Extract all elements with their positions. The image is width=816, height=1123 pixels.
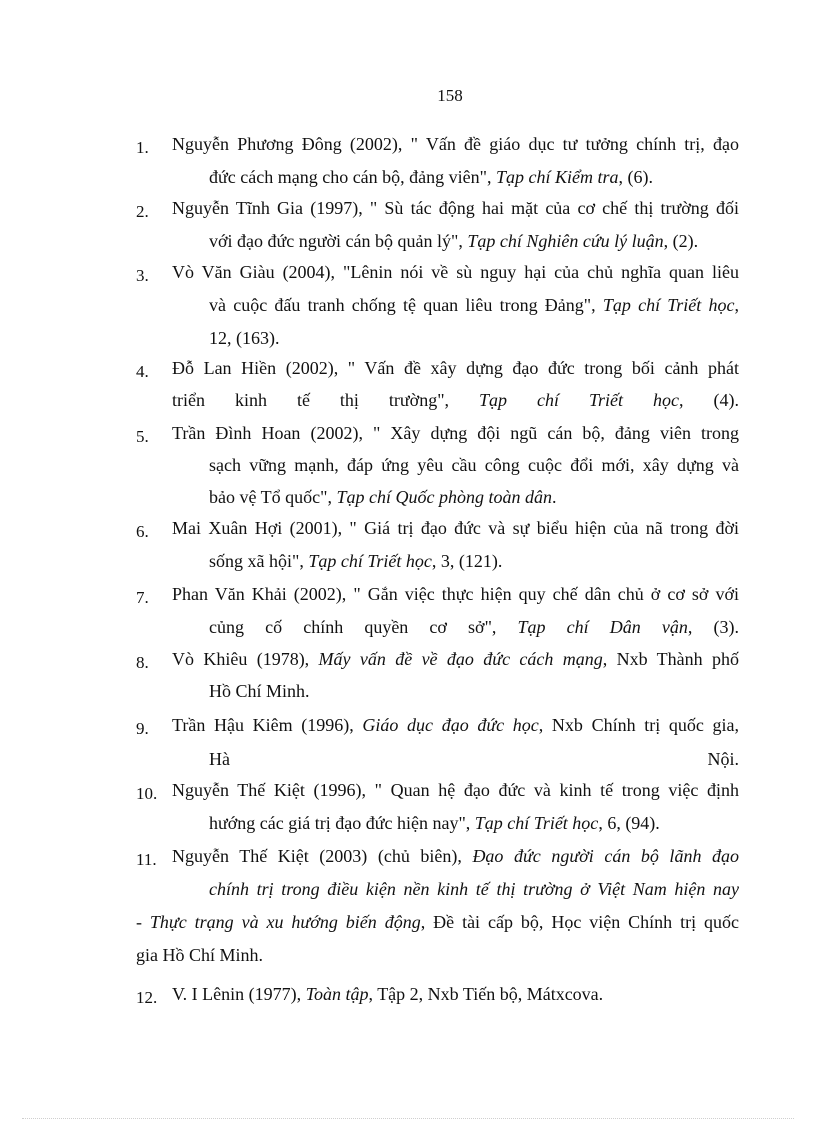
reference-line: Trần Hậu Kiêm (1996), Giáo dục đạo đức học, Nxb Chính trị quốc gia, <box>172 715 739 735</box>
reference-line: đức cách mạng cho cán bộ, đảng viên", Tạp chí Kiểm tra, (6). <box>209 167 654 187</box>
reference-number: 5. <box>136 427 149 446</box>
page-edge-divider <box>22 1118 794 1119</box>
reference-number: 6. <box>136 522 149 541</box>
reference-number: 1. <box>136 138 149 157</box>
reference-line: Vò Khiêu (1978), Mấy vấn đề về đạo đức cách mạng, Nxb Thành phố <box>172 649 739 669</box>
reference-line: với đạo đức người cán bộ quản lý", Tạp chí Nghiên cứu lý luận, (2). <box>209 231 699 251</box>
reference-line: Nguyễn Tĩnh Gia (1997), " Sù tác động hai mặt của cơ chế thị trường đối <box>172 198 739 218</box>
reference-number: 7. <box>136 588 149 607</box>
reference-number: 8. <box>136 653 149 672</box>
reference-line: triển kinh tế thị trường", Tạp chí Triết học, (4). <box>172 390 739 410</box>
page-number: 158 <box>437 86 463 105</box>
reference-line: Trần Đình Hoan (2002), " Xây dựng đội ngũ cán bộ, đảng viên trong <box>172 423 739 443</box>
reference-number: 9. <box>136 719 149 738</box>
reference-line: V. I Lênin (1977), Toàn tập, Tập 2, Nxb Tiến bộ, Mátxcova. <box>172 984 604 1004</box>
reference-line: - Thực trạng và xu hướng biến động, Đề tài cấp bộ, Học viện Chính trị quốc <box>136 912 739 932</box>
reference-line: Phan Văn Khải (2002), " Gắn việc thực hiện quy chế dân chủ ở cơ sở với <box>172 584 739 604</box>
reference-line: bảo vệ Tổ quốc", Tạp chí Quốc phòng toàn dân. <box>209 487 557 507</box>
reference-line: Mai Xuân Hợi (2001), " Giá trị đạo đức và sự biểu hiện của nã trong đời <box>172 518 739 538</box>
reference-number: 2. <box>136 202 149 221</box>
reference-line: sạch vững mạnh, đáp ứng yêu cầu công cuộc đổi mới, xây dựng và <box>209 455 739 475</box>
reference-number: 10. <box>136 784 158 803</box>
reference-line: Nguyễn Thế Kiệt (1996), " Quan hệ đạo đức và kinh tế trong việc định <box>172 780 739 800</box>
reference-line: củng cố chính quyền cơ sở", Tạp chí Dân vận, (3). <box>209 617 739 637</box>
reference-line: Hồ Chí Minh. <box>209 681 310 701</box>
reference-line: gia Hồ Chí Minh. <box>136 945 264 965</box>
reference-line: và cuộc đấu tranh chống tệ quan liêu trong Đảng", Tạp chí Triết học, <box>209 295 739 315</box>
reference-line: Vò Văn Giàu (2004), "Lênin nói về sù nguy hại của chủ nghĩa quan liêu <box>172 262 739 282</box>
reference-number: 4. <box>136 362 149 381</box>
reference-number: 11. <box>136 850 157 869</box>
reference-line: sống xã hội", Tạp chí Triết học, 3, (121). <box>209 551 503 571</box>
reference-number: 12. <box>136 988 158 1007</box>
reference-line: Nguyễn Phương Đông (2002), " Vấn đề giáo dục tư tưởng chính trị, đạo <box>172 134 739 154</box>
reference-line: Đỗ Lan Hiền (2002), " Vấn đề xây dựng đạo đức trong bối cảnh phát <box>172 358 739 378</box>
reference-line: Nguyễn Thế Kiệt (2003) (chủ biên), Đạo đức người cán bộ lãnh đạo <box>172 846 739 866</box>
reference-line: Hà Nội. <box>209 749 739 769</box>
reference-number: 3. <box>136 266 149 285</box>
reference-line: chính trị trong điều kiện nền kinh tế thị trường ở Việt Nam hiện nay <box>209 879 739 899</box>
reference-line: hướng các giá trị đạo đức hiện nay", Tạp chí Triết học, 6, (94). <box>209 813 660 833</box>
reference-line: 12, (163). <box>209 328 280 348</box>
